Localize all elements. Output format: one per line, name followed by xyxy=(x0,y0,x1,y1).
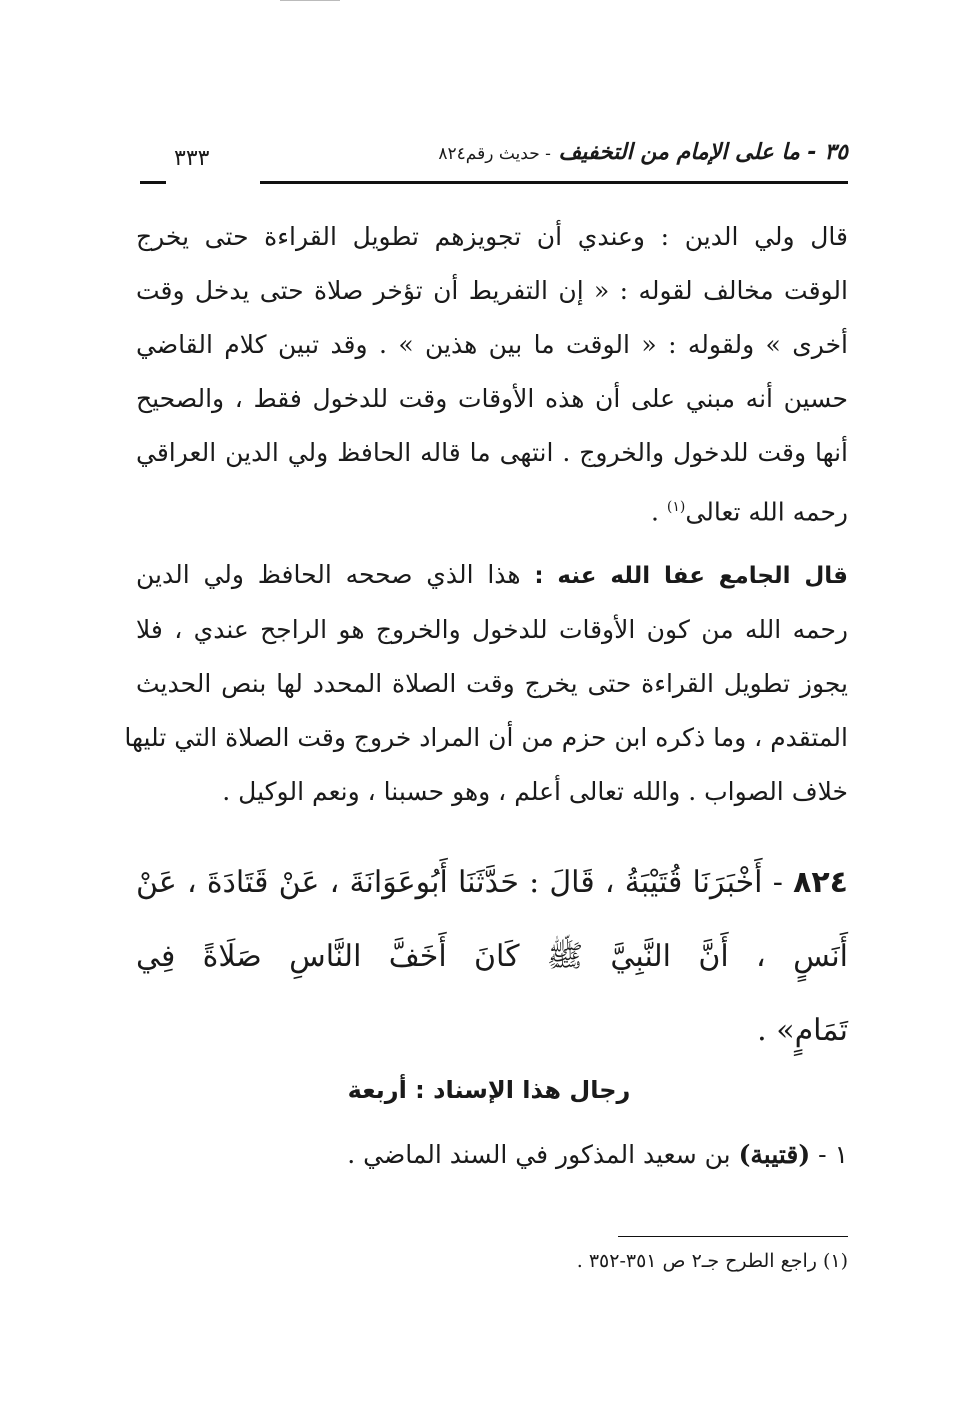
paragraph-commentary-1 xyxy=(136,210,848,539)
text-fragment: رحمه الله تعالى xyxy=(685,497,848,527)
hadith-line: تَمَامٍ» . xyxy=(757,1013,848,1048)
text-line xyxy=(136,548,848,603)
compiler-lead: قال الجامع عفا الله عنه : xyxy=(534,563,848,589)
text-line xyxy=(136,480,848,539)
text-line: المتقدم ، وما ذكره ابن حزم من أن المراد خروج وقت الصلاة التي تليها xyxy=(124,723,848,752)
footnote: (١) راجع الطرح جـ٢ ص ٣٥١-٣٥٢ . xyxy=(576,1250,848,1272)
text-line: يجوز تطويل القراءة حتى يخرج وقت الصلاة المحدد لها بنص الحديث xyxy=(136,669,848,698)
page-number: ٣٣٣ xyxy=(174,146,210,171)
text-fragment: هذا الذي صححه الحافظ ولي الدين xyxy=(136,560,535,589)
text-line: أخرى » ولقوله : « الوقت ما بين هذين » . وقد تبين كلام القاضي xyxy=(136,330,848,359)
running-header xyxy=(140,140,848,184)
text-line: الوقت مخالف لقوله : « إن التفريط أن تؤخر صلاة حتى يدخل وقت xyxy=(136,276,848,305)
text-fragment: - أَخْبَرَنَا قُتَيْبَةُ ، قَالَ : حَدَّثَنَا أَبُوعَوَانَةَ ، عَنْ قَتَادَةَ ، عَنْ xyxy=(136,865,794,900)
header-rule xyxy=(260,181,848,184)
hadith-line xyxy=(136,846,848,920)
text-fragment: . xyxy=(651,497,667,527)
narrator-description: بن سعيد المذكور في السند الماضي . xyxy=(347,1140,739,1169)
narrator-index: ١ - xyxy=(810,1140,848,1169)
text-line: رحمه الله من كون الأوقات للدخول والخروج هو الراجح عندي ، فلا xyxy=(136,615,848,644)
footnote-separator xyxy=(618,1236,848,1237)
narrator-entry xyxy=(347,1140,848,1169)
hadith-number: ٨٢٤ xyxy=(793,865,848,900)
footnote-marker: (١) xyxy=(666,499,686,515)
section-heading: رجال هذا الإسناد : أربعة xyxy=(347,1076,631,1104)
text-line: قال ولي الدين : وعندي أن تجويزهم تطويل القراءة حتى يخرج xyxy=(136,222,848,251)
page-number-rule xyxy=(140,181,166,184)
hadith-line: أَنَسٍ ، أَنَّ النَّبِيَّ ﷺ كَانَ أَخَفَّ النَّاسِ صَلَاةً فِي xyxy=(136,939,848,974)
scan-artifact-line xyxy=(280,0,340,11)
hadith-range: - حديث رقم٨٢٤ xyxy=(438,144,551,164)
chapter-title xyxy=(438,140,848,165)
text-line: أنها وقت للدخول والخروج . انتهى ما قاله الحافظ ولي الدين العراقي xyxy=(136,438,848,467)
chapter-title-text: ٣٥ - ما على الإمام من التخفيف xyxy=(558,140,848,165)
paragraph-commentary-2 xyxy=(124,548,848,819)
narrator-name: (قتيبة) xyxy=(738,1140,811,1169)
hadith-text xyxy=(136,846,848,1068)
text-line: خلاف الصواب . والله تعالى أعلم ، وهو حسبنا ، ونعم الوكيل . xyxy=(222,777,848,806)
text-line: حسين أنه مبني على أن هذه الأوقات وقت للدخول فقط ، والصحيح xyxy=(136,384,848,413)
